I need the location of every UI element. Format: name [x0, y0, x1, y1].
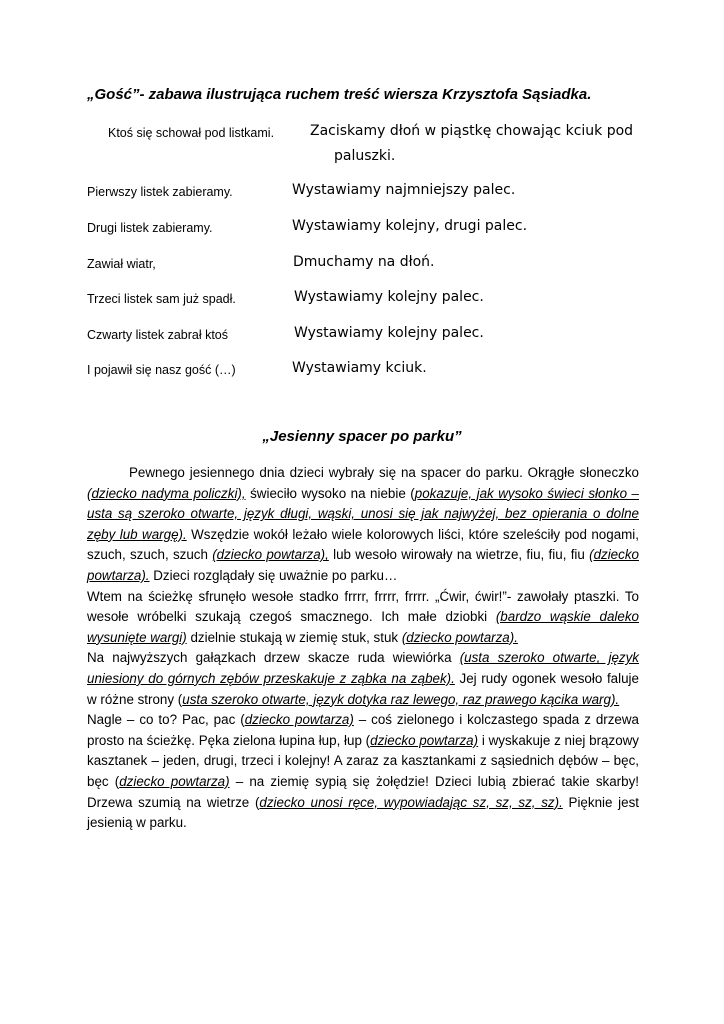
- instruction: dziecko powtarza): [244, 712, 354, 728]
- story-paragraph: [87, 648, 639, 710]
- instruction: pokazuje, jak wysoko świeci słonko – usta są szeroko otwarte, język długi, wąski, unosi się jak najwyżej, bez opierania o dolne zęby lub wargę).: [87, 485, 639, 542]
- story-text: Pięknie jest jesienią w parku.: [87, 794, 639, 831]
- poem-line: Zawiał wiatr,: [87, 257, 156, 271]
- instruction: (dziecko powtarza).: [401, 629, 518, 645]
- poem-line: I pojawił się nasz gość (…): [87, 363, 236, 377]
- story-text: lub wesoło wirowały na wietrze, fiu, fiu, fiu: [328, 547, 590, 563]
- poem-action-continued: paluszki.: [334, 148, 396, 164]
- story-text: świeciło wysoko na niebie (: [245, 485, 415, 501]
- story-paragraph: [87, 463, 639, 587]
- instruction: dziecko powtarza): [119, 773, 230, 789]
- instruction: dziecko unosi ręce, wypowiadając sz, sz, sz, sz).: [259, 794, 563, 810]
- story-text: i wyskakuje z niej brązowy kasztanek – jeden, drugi, trzeci i kolejny! A zaraz za kasztankami z sąsiednich dębów – bęc, bęc (: [87, 732, 640, 789]
- story-text: – coś zielonego i kolczastego spada z drzewa prosto na ścieżkę. Pęka zielona łupina łup, łup (: [87, 712, 639, 748]
- poem-action: Wystawiamy kciuk.: [292, 360, 427, 376]
- instruction: (dziecko nadyma policzki),: [87, 485, 246, 501]
- story-text: Dzieci rozglądały się uważnie po parku…: [149, 567, 398, 583]
- story-paragraph: [87, 587, 639, 649]
- instruction: usta szeroko otwarte, język dotyka raz lewego, raz prawego kącika warg).: [182, 691, 620, 707]
- story-text: Na najwyższych gałązkach drzew skacze ruda wiewiórka: [87, 650, 460, 666]
- poem-line: Czwarty listek zabrał ktoś: [87, 328, 229, 342]
- poem-action: Dmuchamy na dłoń.: [293, 254, 435, 270]
- story-text: Pewnego jesiennego dnia dzieci wybrały się na spacer do parku. Okrągłe słoneczko: [129, 465, 639, 480]
- poem-title: „Gość”- zabawa ilustrująca ruchem treść wiersza Krzysztofa Sąsiadka.: [87, 86, 592, 103]
- story-text: Nagle – co to? Pac, pac (: [87, 712, 245, 728]
- instruction: (usta szeroko otwarte, język uniesiony do górnych zębów przeskakuje z ząbka na ząbek).: [87, 650, 639, 686]
- story-text: Wtem na ścieżkę sfrunęło wesołe stadko frrrr, frrrr, frrrr. „Ćwir, ćwir!”- zawołały ptaszki. To wesołe wróbelki szukają czegoś smacznego. Ich małe dziobki: [87, 588, 639, 625]
- story-title: „Jesienny spacer po parku”: [262, 428, 462, 445]
- poem-action: Wystawiamy najmniejszy palec.: [292, 182, 516, 198]
- poem-line: Pierwszy listek zabieramy.: [87, 185, 233, 199]
- poem-action: Wystawiamy kolejny palec.: [294, 289, 484, 305]
- story-text: – na ziemię sypią się żołędzie! Dzieci lubią zbierać takie skarby! Drzewa szumią na wietrze (: [87, 773, 639, 810]
- poem-line: Ktoś się schował pod listkami.: [108, 126, 275, 140]
- story-body: [87, 463, 639, 834]
- story-text: Jej rudy ogonek wesoło faluje w różne strony (: [87, 670, 639, 707]
- poem-line: Drugi listek zabieramy.: [87, 221, 213, 235]
- poem-action: Wystawiamy kolejny palec.: [294, 325, 484, 341]
- poem-action: Zaciskamy dłoń w piąstkę chowając kciuk pod: [310, 123, 634, 139]
- poem-line: Trzeci listek sam już spadł.: [87, 292, 236, 306]
- instruction: (bardzo wąskie daleko wysunięte wargi): [87, 609, 639, 645]
- instruction: (dziecko powtarza),: [212, 547, 329, 563]
- instruction: (dziecko powtarza).: [87, 547, 639, 583]
- story-text: dzielnie stukają w ziemię stuk, stuk: [186, 629, 402, 645]
- poem-action: Wystawiamy kolejny, drugi palec.: [292, 218, 528, 234]
- story-paragraph: [87, 710, 639, 834]
- story-text: Wszędzie wokół leżało wiele kolorowych liści, które szeleściły pod nogami, szuch, szuch, szuch: [87, 526, 639, 563]
- instruction: dziecko powtarza): [370, 732, 479, 748]
